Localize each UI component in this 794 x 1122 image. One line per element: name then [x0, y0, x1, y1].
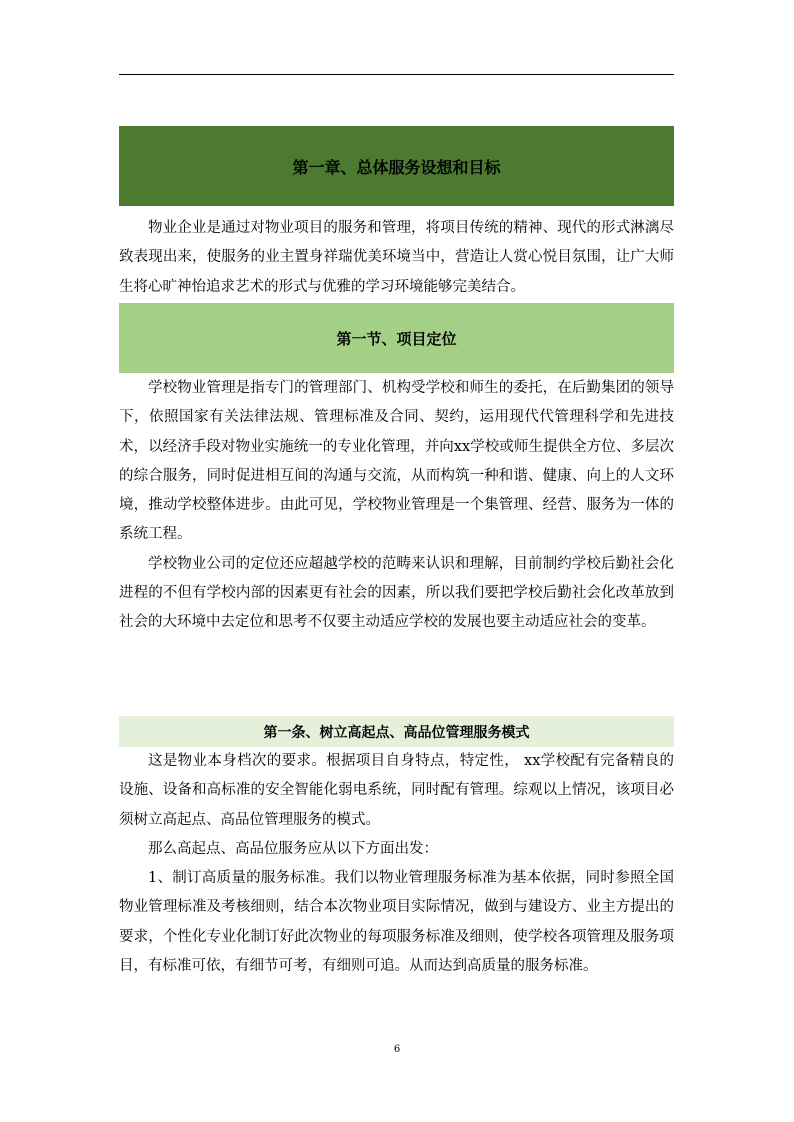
chapter-title: 第一章、总体服务设想和目标	[292, 157, 501, 177]
page-number: 6	[393, 1044, 401, 1055]
section-text	[119, 374, 674, 638]
paragraph: 学校物业公司的定位还应超越学校的范畴来认识和理解，目前制约学校后勤社会化进程的不但有学校内部的因素更有社会的因素，所以我们要把学校后勤社会化改革放到社会的大环境中去定位和思考不仅要主动适应学校的发展也要主动适应社会的变革。	[119, 555, 674, 631]
paragraph: 物业企业是通过对物业项目的服务和管理，将项目传统的精神、现代的形式淋漓尽致表现出来，使服务的业主置身祥瑞优美环境当中，营造让人赏心悦目氛围，让广大师生将心旷神怡追求艺术的形式与优雅的学习环境能够完美结合。	[119, 220, 674, 295]
paragraph: 学校物业管理是指专门的管理部门、机构受学校和师生的委托，在后勤集团的领导下，依照国家有关法律法规、管理标准及合同、契约，运用现代代管理科学和先进技术，以经济手段对物业实施统一的专业化管理，并向xx学校或师生提供全方位、多层次的综合服务，同时促进相互间的沟通与交流，从而构筑一种和谐、健康、向上的人文环境，推动学校整体进步。由此可见，学校物业管理是一个集管理、经营、服务为一体的系统工程。	[119, 380, 674, 543]
section-heading	[119, 303, 674, 373]
paragraph: 那么高起点、高品位服务应从以下方面出发：	[148, 840, 438, 857]
article-heading	[119, 716, 674, 747]
article-text	[119, 747, 674, 981]
paragraph: 这是物业本身档次的要求。根据项目自身特点，特定性， xx学校配有完备精良的设施、设备和高标准的安全智能化弱电系统，同时配有管理。综观以上情况，该项目必须树立高起点、高品位管理服务的模式。	[119, 753, 674, 828]
section-title: 第一节、项目定位	[336, 329, 457, 348]
article-title: 第一条、树立高起点、高品位管理服务模式	[263, 724, 530, 741]
chapter-heading	[119, 126, 674, 206]
header-rule	[119, 74, 674, 75]
paragraph: 1、制订高质量的服务标准。我们以物业管理服务标准为基本依据，同时参照全国物业管理标准及考核细则，结合本次物业项目实际情况，做到与建设方、业主方提出的要求，个性化专业化制订好此次物业的每项服务标准及细则，使学校各项管理及服务项目，有标准可依，有细节可考，有细则可追。从而达到高质量的服务标准。	[119, 870, 674, 975]
intro-text	[119, 214, 674, 302]
